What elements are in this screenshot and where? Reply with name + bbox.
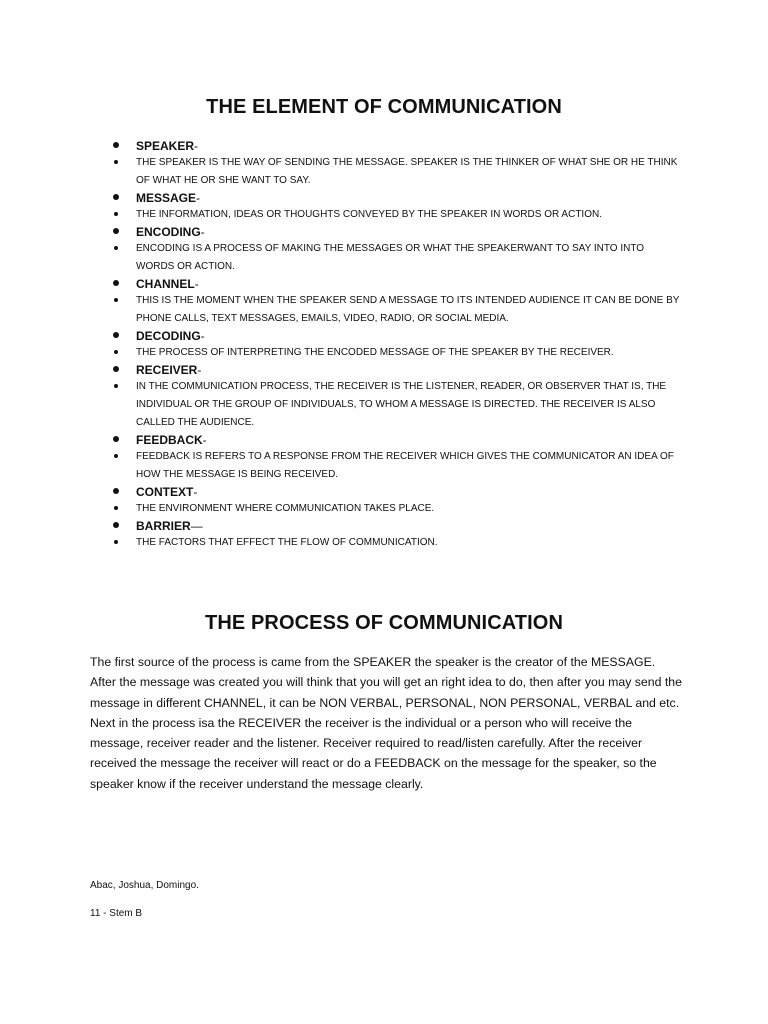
- small-bullet-icon: [114, 246, 118, 250]
- element-item: [112, 138, 682, 190]
- bullet-icon: [113, 366, 119, 372]
- element-description: THE FACTORS THAT EFFECT THE FLOW OF COMMUNICATION.: [136, 537, 438, 548]
- page-title: THE ELEMENT OF COMMUNICATION: [206, 96, 562, 118]
- small-bullet-icon: [114, 540, 118, 544]
- element-term-label: DECODING: [136, 329, 201, 343]
- element-item: [112, 224, 682, 276]
- element-description-row: [136, 206, 682, 224]
- element-description-row: [136, 500, 682, 518]
- author-names: Abac, Joshua, Domingo.: [90, 880, 199, 891]
- element-description-row: [136, 448, 682, 484]
- element-item: [112, 190, 682, 224]
- element-term-suffix: -: [200, 329, 205, 343]
- element-item: [112, 432, 682, 484]
- element-term-label: SPEAKER: [136, 139, 195, 153]
- bullet-icon: [113, 522, 119, 528]
- bullet-icon: [113, 436, 119, 442]
- element-term: [136, 138, 682, 154]
- element-description: THIS IS THE MOMENT WHEN THE SPEAKER SEND A MESSAGE TO ITS INTENDED AUDIENCE IT CAN BE DONE BY PHONE CALLS, TEXT MESSAGES, EMAILS, VIDEO, RADIO, OR SOCIAL MEDIA.: [136, 295, 680, 324]
- bullet-icon: [113, 194, 119, 200]
- bullet-icon: [113, 332, 119, 338]
- element-term: [136, 518, 682, 534]
- element-description: THE SPEAKER IS THE WAY OF SENDING THE MESSAGE. SPEAKER IS THE THINKER OF WHAT SHE OR HE THINK OF WHAT HE OR SHE WANT TO SAY.: [136, 157, 678, 186]
- element-description-row: [136, 240, 682, 276]
- element-term: [136, 362, 682, 378]
- bullet-icon: [113, 488, 119, 494]
- elements-list: [112, 138, 682, 552]
- bullet-icon: [113, 280, 119, 286]
- element-description: THE INFORMATION, IDEAS OR THOUGHTS CONVEYED BY THE SPEAKER IN WORDS OR ACTION.: [136, 209, 602, 220]
- element-term: [136, 190, 682, 206]
- element-term-suffix: -: [202, 433, 207, 447]
- element-term-label: MESSAGE: [136, 191, 197, 205]
- bullet-icon: [113, 142, 119, 148]
- element-item: [112, 276, 682, 328]
- element-description-row: [136, 154, 682, 190]
- element-term: [136, 432, 682, 448]
- element-term-label: CHANNEL: [136, 277, 195, 291]
- element-item: [112, 518, 682, 552]
- element-description-row: [136, 534, 682, 552]
- element-description-row: [136, 378, 682, 432]
- element-description: IN THE COMMUNICATION PROCESS, THE RECEIVER IS THE LISTENER, READER, OR OBSERVER THAT IS, THE INDIVIDUAL OR THE GROUP OF INDIVIDUALS, TO WHOM A MESSAGE IS DIRECTED. THE RECEIVER IS ALSO CALLED THE AUDIENCE.: [136, 381, 667, 428]
- element-term-suffix: -: [197, 363, 202, 377]
- element-term: [136, 224, 682, 240]
- small-bullet-icon: [114, 350, 118, 354]
- element-item: [112, 484, 682, 518]
- small-bullet-icon: [114, 454, 118, 458]
- element-item: [112, 362, 682, 432]
- element-item: [112, 328, 682, 362]
- element-term-label: CONTEXT: [136, 485, 194, 499]
- element-term-suffix: -: [193, 485, 198, 499]
- element-term-suffix: -: [194, 277, 199, 291]
- element-description: THE ENVIRONMENT WHERE COMMUNICATION TAKES PLACE.: [136, 503, 435, 514]
- bullet-icon: [113, 228, 119, 234]
- element-term-suffix: -: [194, 139, 199, 153]
- element-description: FEEDBACK IS REFERS TO A RESPONSE FROM THE RECEIVER WHICH GIVES THE COMMUNICATOR AN IDEA OF HOW THE MESSAGE IS BEING RECEIVED.: [136, 451, 674, 480]
- process-paragraph: The first source of the process is came from the SPEAKER the speaker is the creator of the MESSAGE. After the message was created you will think that you will get an right idea to do, then after you may send the message in different CHANNEL, it can be NON VERBAL, PERSONAL, NON PERSONAL, VERBAL and etc. Next in the process isa the RECEIVER the receiver is the individual or a person who will receive the message, receiver reader and the listener. Receiver required to read/listen carefully. After the receiver received the message the receiver will react or do a FEEDBACK on the message for the speaker, so the speaker know if the receiver understand the message clearly.: [90, 655, 682, 791]
- element-description: THE PROCESS OF INTERPRETING THE ENCODED MESSAGE OF THE SPEAKER BY THE RECEIVER.: [136, 347, 614, 358]
- element-term-suffix: —: [190, 519, 203, 533]
- section-title: THE PROCESS OF COMMUNICATION: [205, 612, 563, 634]
- element-description-row: [136, 292, 682, 328]
- element-term-label: BARRIER: [136, 519, 191, 533]
- element-term: [136, 328, 682, 344]
- small-bullet-icon: [114, 160, 118, 164]
- small-bullet-icon: [114, 212, 118, 216]
- class-section: 11 - Stem B: [90, 908, 143, 919]
- element-term-label: ENCODING: [136, 225, 201, 239]
- small-bullet-icon: [114, 298, 118, 302]
- small-bullet-icon: [114, 384, 118, 388]
- element-term-label: RECEIVER: [136, 363, 198, 377]
- element-term: [136, 484, 682, 500]
- element-term-suffix: -: [200, 225, 205, 239]
- element-description: ENCODING IS A PROCESS OF MAKING THE MESSAGES OR WHAT THE SPEAKERWANT TO SAY INTO INTO WORDS OR ACTION.: [136, 243, 645, 272]
- small-bullet-icon: [114, 506, 118, 510]
- element-term: [136, 276, 682, 292]
- element-term-label: FEEDBACK: [136, 433, 203, 447]
- element-description-row: [136, 344, 682, 362]
- element-term-suffix: -: [196, 191, 201, 205]
